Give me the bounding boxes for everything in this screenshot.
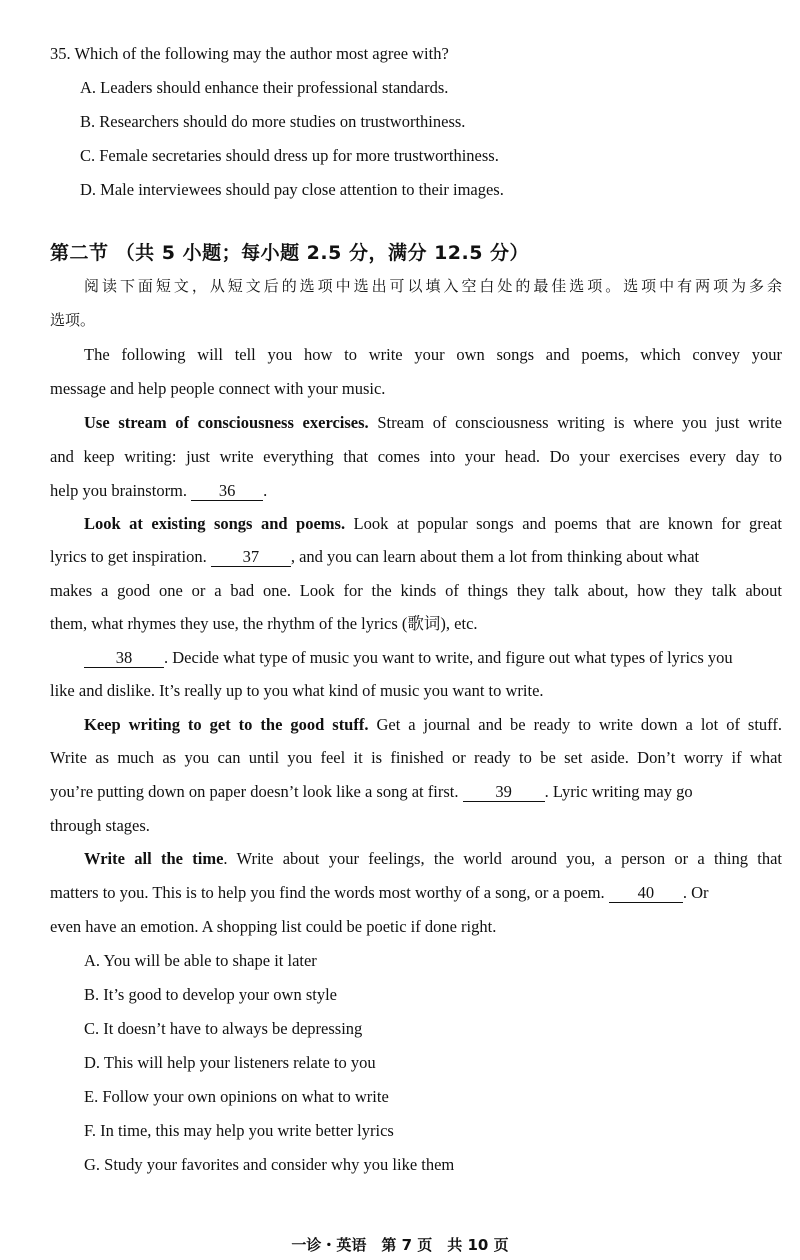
- paragraph-5-line1: Write all the time. Write about your feelings, the world around you, a person or a thing that: [84, 849, 782, 868]
- paragraph-3-line1: 38 . Decide what type of music you want to write, and figure out what types of lyrics you: [84, 647, 782, 669]
- choice-a: A. You will be able to shape it later: [84, 951, 317, 970]
- blank-39[interactable]: 39: [463, 783, 545, 802]
- paragraph-5-line3: even have an emotion. A shopping list could be poetic if done right.: [50, 917, 497, 936]
- choice-d: D. This will help your listeners relate to you: [84, 1053, 376, 1072]
- paragraph-4-heading: Keep writing to get to the good stuff.: [84, 715, 369, 734]
- paragraph-4-line4: through stages.: [50, 816, 150, 835]
- question-35-option-b: B. Researchers should do more studies on trustworthiness.: [80, 112, 466, 131]
- question-35-option-a: A. Leaders should enhance their professional standards.: [80, 78, 449, 97]
- page-footer: 一诊・英语 第 7 页 共 10 页: [291, 1236, 509, 1254]
- paragraph-2-line1: Look at existing songs and poems. Look at popular songs and poems that are known for great: [84, 514, 782, 533]
- paragraph-4-line2: Write as much as you can until you feel it is finished or ready to be set aside. Don’t worry if what: [50, 748, 782, 767]
- passage-intro-line1: The following will tell you how to write your own songs and poems, which convey your: [84, 345, 782, 364]
- paragraph-5-heading: Write all the time: [84, 849, 224, 868]
- choice-e: E. Follow your own opinions on what to write: [84, 1087, 389, 1106]
- paragraph-4-line1: Keep writing to get to the good stuff. Get a journal and be ready to write down a lot of stuff.: [84, 715, 783, 734]
- blank-37[interactable]: 37: [211, 548, 291, 567]
- blank-38[interactable]: 38: [84, 649, 164, 668]
- paragraph-2-line4: them, what rhymes they use, the rhythm of the lyrics (歌词), etc.: [50, 614, 478, 633]
- paragraph-2-heading: Look at existing songs and poems.: [84, 514, 346, 533]
- choice-f: F. In time, this may help you write better lyrics: [84, 1121, 394, 1140]
- section-heading: 第二节 （共 5 小题；每小题 2.5 分，满分 12.5 分）: [50, 242, 530, 264]
- blank-40[interactable]: 40: [609, 884, 683, 903]
- section-instruction-line2: 选项。: [50, 311, 96, 329]
- question-35-stem: 35. Which of the following may the author most agree with?: [50, 44, 449, 63]
- question-35-option-d: D. Male interviewees should pay close attention to their images.: [80, 180, 504, 199]
- choice-b: B. It’s good to develop your own style: [84, 985, 337, 1004]
- paragraph-1-line3: help you brainstorm. 36 .: [50, 481, 268, 500]
- paragraph-5-line2: matters to you. This is to help you find the words most worthy of a song, or a poem. 40 . Or: [50, 883, 709, 902]
- paragraph-4-line3: you’re putting down on paper doesn’t look like a song at first. 39 . Lyric writing may go: [50, 782, 693, 801]
- paragraph-2-line2: lyrics to get inspiration. 37 , and you can learn about them a lot from thinking about what: [50, 547, 700, 566]
- section-instruction-line1: 阅读下面短文，从短文后的选项中选出可以填入空白处的最佳选项。选项中有两项为多余: [84, 277, 782, 295]
- question-35-option-c: C. Female secretaries should dress up for more trustworthiness.: [80, 146, 499, 165]
- paragraph-1-heading: Use stream of consciousness exercises.: [84, 413, 369, 432]
- choice-g: G. Study your favorites and consider why you like them: [84, 1155, 455, 1174]
- paragraph-2-line3: makes a good one or a bad one. Look for the kinds of things they talk about, how they talk about: [50, 581, 782, 600]
- paragraph-1-line2: and keep writing: just write everything that comes into your head. Do your exercises every day to: [50, 447, 782, 466]
- choice-c: C. It doesn’t have to always be depressing: [84, 1019, 363, 1038]
- paragraph-1-line1: Use stream of consciousness exercises. Stream of consciousness writing is where you just write: [84, 413, 782, 432]
- paragraph-3-line2: like and dislike. It’s really up to you what kind of music you want to write.: [50, 681, 544, 700]
- blank-36[interactable]: 36: [191, 482, 263, 501]
- passage-intro-line2: message and help people connect with your music.: [50, 379, 386, 398]
